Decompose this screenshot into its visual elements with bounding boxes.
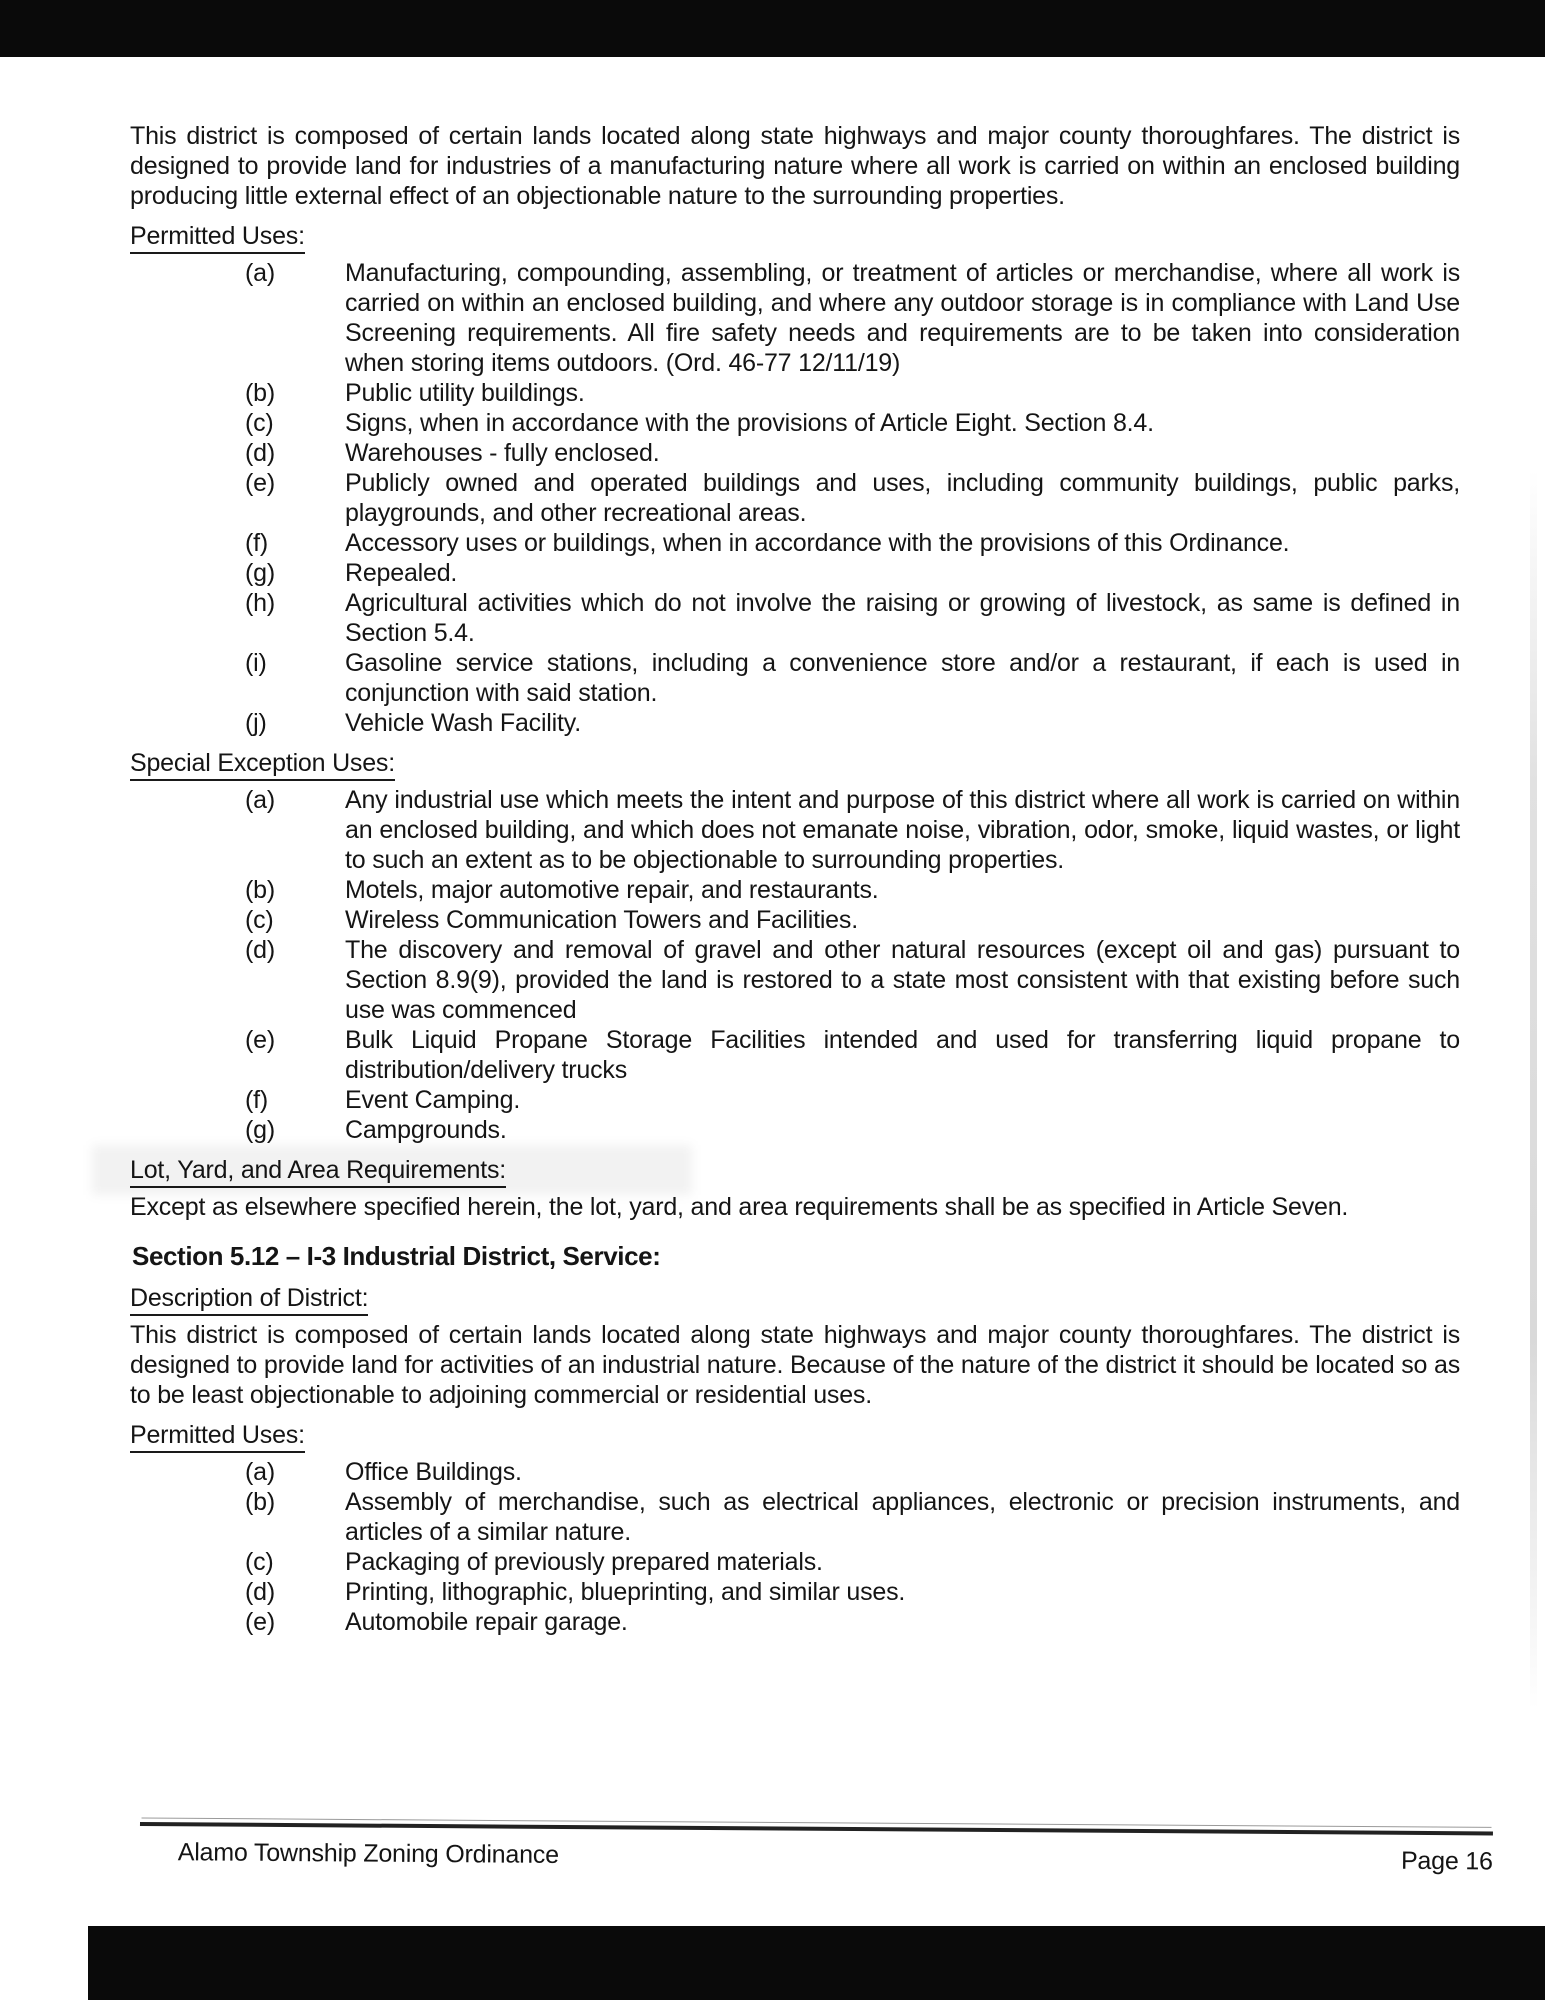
footer-document-title: Alamo Township Zoning Ordinance	[177, 1838, 559, 1869]
list-item-text: Packaging of previously prepared materials.	[345, 1548, 823, 1576]
list-item	[130, 935, 1460, 1025]
list-item-text: Bulk Liquid Propane Storage Facilities intended and used for transferring liquid propane to distribution/delivery trucks	[345, 1026, 1460, 1084]
list-item	[130, 408, 1460, 438]
list-item	[130, 528, 1460, 558]
list-item-label: (g)	[245, 1116, 275, 1144]
list-item-text: Signs, when in accordance with the provisions of Article Eight. Section 8.4.	[345, 409, 1154, 437]
list-item-label: (e)	[245, 1026, 275, 1054]
list-item-text: Assembly of merchandise, such as electrical appliances, electronic or precision instruments, and articles of a similar nature.	[345, 1488, 1460, 1546]
list-item	[130, 558, 1460, 588]
section-heading	[130, 748, 1460, 781]
section-heading-text: Description of District:	[130, 1283, 368, 1316]
list-item	[130, 1487, 1460, 1547]
list-item	[130, 785, 1460, 875]
list-item-label: (c)	[245, 409, 274, 437]
list-item-text: Office Buildings.	[345, 1458, 522, 1486]
list-item-text: Wireless Communication Towers and Facilities.	[345, 906, 858, 934]
list-item-label: (f)	[245, 1086, 268, 1114]
scan-artifact-bottom-bar	[88, 1926, 1545, 2000]
list-item	[130, 438, 1460, 468]
section-heading-text: Special Exception Uses:	[130, 748, 395, 781]
list-item-label: (f)	[245, 529, 268, 557]
list-item-label: (b)	[245, 379, 275, 407]
list-item	[130, 378, 1460, 408]
list-item	[130, 1607, 1460, 1637]
list-item-text: Publicly owned and operated buildings and uses, including community buildings, public parks, playgrounds, and other recreational areas.	[345, 469, 1460, 527]
list-item	[130, 648, 1460, 708]
list-item-text: Agricultural activities which do not involve the raising or growing of livestock, as same is defined in Section 5.4.	[345, 589, 1460, 647]
footer-row	[140, 1826, 1493, 1876]
section-heading	[130, 221, 1460, 254]
list-item	[130, 258, 1460, 378]
list-item	[130, 468, 1460, 528]
list-item	[130, 588, 1460, 648]
document-content	[130, 121, 1460, 1639]
section-heading-text: Lot, Yard, and Area Requirements:	[130, 1155, 506, 1188]
paragraph: This district is composed of certain lands located along state highways and major county thoroughfares. The district is designed to provide land for industries of a manufacturing nature where all work is carried on within an enclosed building producing little external effect of an objectionable nature to the surrounding properties.	[130, 122, 1460, 210]
list-item-label: (i)	[245, 649, 267, 677]
footer-page-number: Page 16	[1400, 1846, 1493, 1876]
list-item-label: (a)	[245, 259, 275, 287]
list-item-label: (d)	[245, 1578, 275, 1606]
list-item	[130, 1547, 1460, 1577]
list-item-label: (e)	[245, 1608, 275, 1636]
list-item-label: (c)	[245, 906, 274, 934]
list-item-text: Warehouses - fully enclosed.	[345, 439, 660, 467]
list-item-label: (a)	[245, 1458, 275, 1486]
list-item-text: Accessory uses or buildings, when in accordance with the provisions of this Ordinance.	[345, 529, 1290, 557]
lettered-list	[130, 1457, 1460, 1637]
highlight-marker: Section 5.12 – I-3 Industrial District, Service:	[130, 1239, 666, 1273]
list-item-label: (h)	[245, 589, 275, 617]
section-heading	[130, 1155, 1460, 1188]
scan-artifact-top-bar	[0, 0, 1545, 57]
list-item-text: Printing, lithographic, blueprinting, and similar uses.	[345, 1578, 906, 1606]
list-item-text: Repealed.	[345, 559, 458, 587]
list-item-label: (d)	[245, 439, 275, 467]
list-item-text: Vehicle Wash Facility.	[345, 709, 581, 737]
list-item	[130, 905, 1460, 935]
list-item	[130, 1115, 1460, 1145]
list-item-label: (b)	[245, 876, 275, 904]
list-item-label: (j)	[245, 709, 267, 737]
list-item-text: The discovery and removal of gravel and other natural resources (except oil and gas) pursuant to Section 8.9(9), provided the land is restored to a state most consistent with that existing before such use was commenced	[345, 936, 1460, 1024]
lettered-list	[130, 258, 1460, 738]
list-item-text: Motels, major automotive repair, and restaurants.	[345, 876, 879, 904]
list-item	[130, 1577, 1460, 1607]
section-heading-text: Permitted Uses:	[130, 221, 305, 254]
list-item-text: Campgrounds.	[345, 1116, 507, 1144]
list-item	[130, 1457, 1460, 1487]
page-footer	[140, 1822, 1493, 1876]
list-item	[130, 1025, 1460, 1085]
list-item	[130, 708, 1460, 738]
lettered-list	[130, 785, 1460, 1145]
scan-artifact-edge-streak	[1530, 470, 1537, 1710]
list-item-label: (a)	[245, 786, 275, 814]
list-item-text: Event Camping.	[345, 1086, 521, 1114]
paragraph: Except as elsewhere specified herein, the lot, yard, and area requirements shall be as specified in Article Seven.	[130, 1193, 1349, 1221]
list-item	[130, 1085, 1460, 1115]
list-item-label: (g)	[245, 559, 275, 587]
list-item-text: Manufacturing, compounding, assembling, or treatment of articles or merchandise, where all work is carried on within an enclosed building, and where any outdoor storage is in compliance with Land Use Screening requirements. All fire safety needs and requirements are to be taken into consideration when storing items outdoors. (Ord. 46-77 12/11/19)	[345, 259, 1460, 377]
list-item	[130, 875, 1460, 905]
list-item-text: Public utility buildings.	[345, 379, 585, 407]
list-item-label: (b)	[245, 1488, 275, 1516]
list-item-label: (d)	[245, 936, 275, 964]
list-item-text: Automobile repair garage.	[345, 1608, 628, 1636]
list-item-text: Any industrial use which meets the intent and purpose of this district where all work is carried on within an enclosed building, and which does not emanate noise, vibration, odor, smoke, liquid wastes, or light to such an extent as to be objectionable to surrounding properties.	[345, 786, 1460, 874]
list-item-label: (c)	[245, 1548, 274, 1576]
section-heading	[130, 1420, 1460, 1453]
list-item-label: (e)	[245, 469, 275, 497]
list-item-text: Gasoline service stations, including a convenience store and/or a restaurant, if each is used in conjunction with said station.	[345, 649, 1460, 707]
section-heading-text: Permitted Uses:	[130, 1420, 305, 1453]
section-heading	[130, 1283, 1460, 1316]
highlighted-section-title	[130, 1239, 1460, 1273]
paragraph: This district is composed of certain lands located along state highways and major county thoroughfares. The district is designed to provide land for activities of an industrial nature. Because of the nature of the district it should be located so as to be least objectionable to adjoining commercial or residential uses.	[130, 1321, 1460, 1409]
